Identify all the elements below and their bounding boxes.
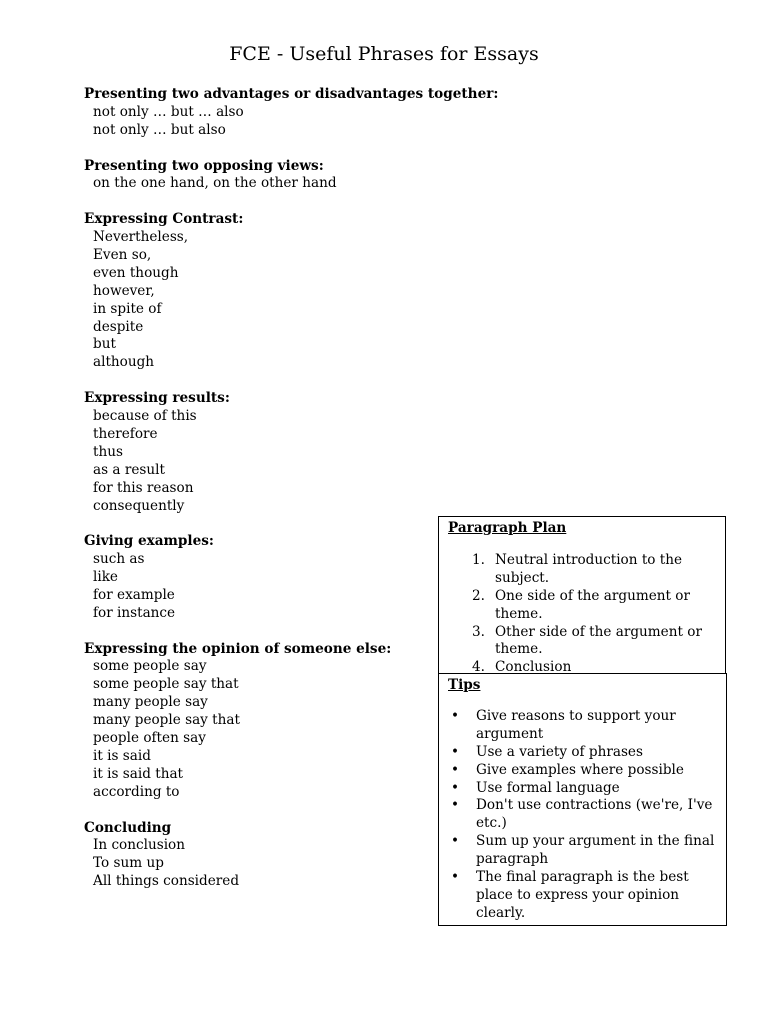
phrase-item: but — [93, 336, 116, 353]
phrase-list — [84, 229, 524, 372]
bullet-icon: • — [451, 743, 460, 760]
tip-item — [448, 780, 717, 798]
tip-item — [448, 869, 717, 923]
tip-text: Use formal language — [476, 779, 620, 796]
tip-item — [448, 833, 717, 869]
phrase-item: even though — [93, 264, 179, 281]
tip-item — [448, 797, 717, 833]
plan-item — [448, 659, 716, 674]
paragraph-plan-heading: Paragraph Plan — [448, 520, 567, 536]
paragraph-plan-box — [438, 516, 726, 674]
phrase-item: people often say — [93, 730, 206, 747]
phrase-item: All things considered — [93, 873, 240, 890]
plan-item-number: 3. — [472, 623, 485, 640]
phrase-item: thus — [93, 443, 123, 460]
phrase-item: such as — [93, 551, 145, 568]
tip-text: Sum up your argument in the final paragraph — [476, 833, 715, 868]
plan-item-text: One side of the argument or theme. — [495, 587, 690, 622]
tip-text: Use a variety of phrases — [476, 743, 643, 760]
plan-item-text: Conclusion — [495, 659, 572, 674]
phrase-item: however, — [93, 282, 155, 299]
plan-item-text: Other side of the argument or theme. — [495, 623, 702, 658]
phrase-section — [84, 158, 524, 194]
tip-text: Give reasons to support your argument — [476, 707, 676, 742]
plan-item-text: Neutral introduction to the subject. — [495, 551, 683, 586]
tip-text: Don't use contractions (we're, I've etc.) — [476, 797, 713, 832]
phrase-list — [84, 408, 524, 515]
phrase-item: consequently — [93, 497, 185, 514]
plan-item-number: 1. — [472, 551, 485, 568]
phrase-item: according to — [93, 783, 180, 800]
tip-text: The final paragraph is the best place to express your opinion clearly. — [476, 869, 689, 921]
bullet-icon: • — [451, 833, 460, 850]
plan-item-number: 4. — [472, 659, 485, 674]
tip-text: Give examples where possible — [476, 761, 684, 778]
tip-item — [448, 744, 717, 762]
phrase-item: Even so, — [93, 246, 152, 263]
phrase-item: Nevertheless, — [93, 229, 189, 246]
phrase-item: some people say — [93, 658, 207, 675]
phrase-item: in spite of — [93, 300, 162, 317]
phrase-section — [84, 86, 524, 140]
phrase-item: for this reason — [93, 479, 194, 496]
tips-list — [448, 708, 717, 923]
section-heading: Presenting two advantages or disadvantages together: — [84, 86, 499, 102]
bullet-icon: • — [451, 761, 460, 778]
tips-heading: Tips — [448, 677, 481, 693]
phrase-item: because of this — [93, 407, 197, 424]
phrase-item: To sum up — [93, 855, 164, 872]
plan-item-number: 2. — [472, 587, 485, 604]
section-heading: Giving examples: — [84, 533, 214, 550]
phrase-item: In conclusion — [93, 837, 185, 854]
paragraph-plan-list — [448, 552, 716, 674]
phrase-item: for example — [93, 586, 175, 603]
phrase-item: as a result — [93, 461, 165, 478]
section-heading: Expressing the opinion of someone else: — [84, 640, 392, 657]
bullet-icon: • — [451, 797, 460, 814]
phrase-item: many people say that — [93, 712, 240, 729]
tip-item — [448, 708, 717, 744]
phrase-list — [84, 104, 524, 140]
bullet-icon: • — [451, 707, 460, 724]
phrase-item: for instance — [93, 604, 176, 621]
tips-box — [438, 673, 727, 926]
section-heading: Concluding — [84, 819, 172, 836]
phrase-item: although — [93, 354, 155, 371]
section-heading: Presenting two opposing views: — [84, 157, 324, 174]
phrase-item: not only … but … also — [93, 103, 244, 120]
phrase-item: not only … but also — [93, 121, 226, 138]
phrase-item: despite — [93, 318, 144, 335]
bullet-icon: • — [451, 779, 460, 796]
phrase-item: it is said — [93, 747, 151, 764]
section-heading: Expressing results: — [84, 390, 230, 407]
phrase-item: it is said that — [93, 765, 184, 782]
plan-item — [448, 588, 716, 624]
bullet-icon: • — [451, 869, 460, 886]
phrase-section — [84, 211, 524, 372]
phrase-section — [84, 390, 524, 515]
phrase-item: some people say that — [93, 676, 239, 693]
phrase-item: on the one hand, on the other hand — [93, 175, 337, 192]
plan-item — [448, 624, 716, 660]
phrase-item: therefore — [93, 425, 158, 442]
section-heading: Expressing Contrast: — [84, 211, 244, 228]
plan-item — [448, 552, 716, 588]
phrase-item: many people say — [93, 694, 208, 711]
tip-item — [448, 762, 717, 780]
phrase-item: like — [93, 569, 118, 586]
phrase-list — [84, 175, 524, 193]
page-title: FCE - Useful Phrases for Essays — [229, 43, 539, 65]
